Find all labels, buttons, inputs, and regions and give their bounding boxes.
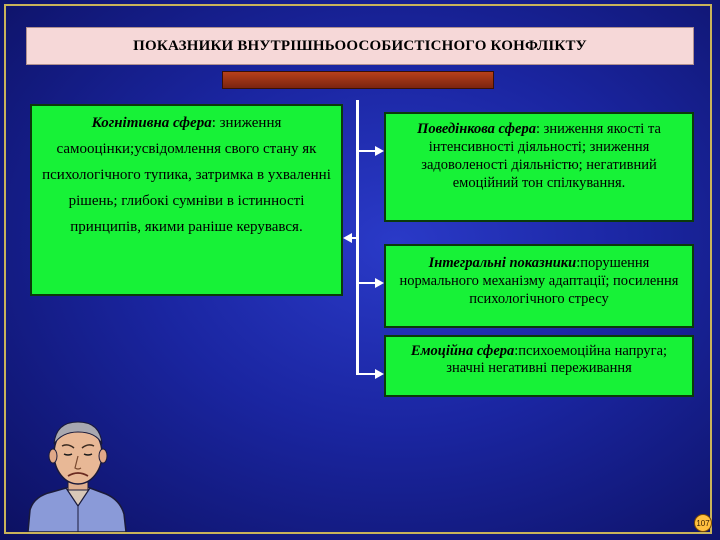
arrow-right-icon [375, 278, 384, 288]
emotional-text: :психоемоційна напруга; значні негативні переживання [446, 343, 668, 376]
sad-person-illustration [22, 410, 132, 532]
cognitive-text: : зниження самооцінки;усвідомлення свого стану як психологічного тупика, затримка в ухваленні рішень; глибокі сумніви в істинності принципів, якими раніше керувався. [42, 115, 331, 235]
connector-to-integral [358, 282, 376, 284]
integral-text: :порушення нормального механізму адаптації; посилення психологічного стресу [399, 255, 679, 307]
title-box [26, 27, 694, 65]
page-number: 107 [696, 518, 710, 528]
behavioral-text: : зниження якості та інтенсивності діяльності; зниження задоволеності діяльністю; негативний емоційний тон спілкування. [421, 121, 661, 191]
behavioral-heading: Поведінкова сфера [417, 121, 536, 137]
cognitive-heading: Когнітивна сфера [91, 115, 212, 131]
arrow-left-icon [343, 233, 352, 243]
connector-stem [222, 71, 494, 89]
arrow-right-icon [375, 369, 384, 379]
integral-indicators-box [384, 244, 694, 328]
behavioral-sphere-box [384, 112, 694, 222]
emotional-heading: Емоційна сфера [410, 343, 515, 359]
page-number-badge [694, 514, 712, 532]
connector-to-cognitive [352, 237, 357, 239]
connector-to-emotional [358, 373, 376, 375]
page-title: ПОКАЗНИКИ ВНУТРІШНЬООСОБИСТІСНОГО КОНФЛІКТУ [133, 37, 587, 54]
connector-to-behavioral [358, 150, 376, 152]
emotional-sphere-box [384, 335, 694, 397]
integral-heading: Інтегральні показники [428, 255, 577, 271]
cognitive-sphere-box [30, 104, 343, 296]
arrow-right-icon [375, 146, 384, 156]
